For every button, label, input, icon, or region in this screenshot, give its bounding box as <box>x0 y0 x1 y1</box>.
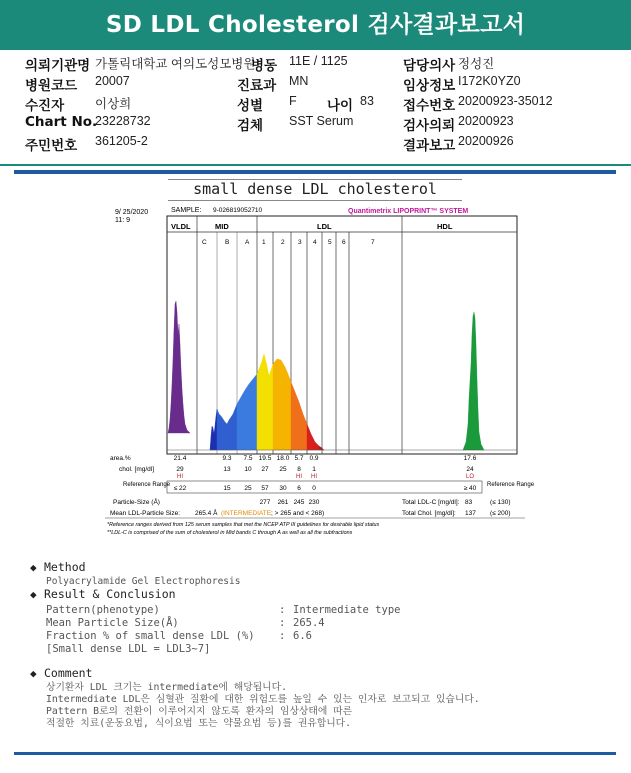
ref-value-ldl4: 0 <box>312 485 316 492</box>
ref-value-vldl: ≤ 22 <box>173 485 187 492</box>
area-value-ldl3: 5.7 <box>294 455 304 462</box>
request-label: 검사의뢰 <box>403 118 456 134</box>
method-heading: Method <box>44 560 86 574</box>
particle-value-ldl3: 245 <box>293 499 305 506</box>
lipoprint-figure <box>105 204 535 540</box>
chol-flags <box>177 474 474 480</box>
id-label: 주민번호 <box>25 138 78 154</box>
row-label-chol: chol. [mg/dl] <box>119 466 155 473</box>
comment-heading: Comment <box>44 666 93 680</box>
ward-value: 11E / 1125 <box>289 54 348 68</box>
receipt-label: 접수번호 <box>403 98 456 114</box>
specimen-value: SST Serum <box>289 114 354 128</box>
mean-size-flag: (INTERMEDIATE <box>221 510 272 517</box>
institution-value: 가톨릭대학교 여의도성모병원 <box>95 57 256 71</box>
total-ldl-value: 83 <box>465 499 473 506</box>
peak-mid-c <box>210 409 217 450</box>
doctor-label: 담당의사 <box>403 58 456 74</box>
report-title-bar: SD LDL Cholesterol 검사결과보고서 <box>0 0 631 50</box>
specimen-label: 검체 <box>237 118 264 134</box>
area-value-vldl: 21.4 <box>173 455 187 462</box>
row-label-mean: Mean LDL-Particle Size: <box>110 510 181 517</box>
chol-value-hdl: 24 <box>466 466 474 473</box>
report-date-value: 20200926 <box>458 134 514 148</box>
band-label-b: B <box>225 239 230 246</box>
group-label-hdl: HDL <box>437 222 453 231</box>
peak-ldl3 <box>291 382 307 450</box>
ref-value-hdl: ≥ 40 <box>463 485 477 492</box>
chol-values <box>176 466 474 473</box>
info-row-2 <box>0 74 631 93</box>
sample-id: 9-026819052710 <box>213 207 263 214</box>
chol-flag-ldl4: HI <box>311 474 317 480</box>
band-label-c: C <box>202 239 207 246</box>
divider-main <box>14 170 616 174</box>
result-heading-row <box>30 587 176 601</box>
row-label-area: area.% <box>110 455 131 462</box>
footnote-2: **LDL-C is comprised of the sum of cholesterol in Mid bands C through A as well as all the subfractions <box>107 530 353 536</box>
band-label-6: 6 <box>342 239 346 246</box>
row-label-ref: Reference Range <box>123 482 171 488</box>
dept-label: 진료과 <box>237 78 277 94</box>
divider-bottom <box>14 752 616 755</box>
band-label-7: 7 <box>371 239 375 246</box>
footnote-1: *Reference ranges derived from 125 serum samples that met the NCEP ATP III guidelines for desirable lipid status <box>107 522 380 528</box>
report-subtitle: small dense LDL cholesterol <box>193 180 437 198</box>
ref-value-ldl3: 6 <box>297 485 301 492</box>
hospital-code-value: 20007 <box>95 74 130 88</box>
info-row-1 <box>0 54 631 73</box>
reference-range-header: Reference Range <box>487 482 535 488</box>
peak-hdl <box>463 312 484 450</box>
comment-line-1: 상기환자 LDL 크기는 intermediate에 해당됩니다. <box>46 682 287 693</box>
chol-flag-vldl: HI <box>177 474 183 480</box>
particle-value-ldl1: 277 <box>259 499 271 506</box>
chol-value-mid-a: 10 <box>244 466 252 473</box>
band-label-2: 2 <box>281 239 285 246</box>
group-label-ldl: LDL <box>317 222 332 231</box>
receipt-value: 20200923-35012 <box>458 94 553 108</box>
band-label-a: A <box>245 239 250 246</box>
result-row-size-value: 265.4 <box>293 617 325 629</box>
info-row-3 <box>0 94 631 113</box>
info-row-4 <box>0 114 631 133</box>
diamond-icon: ◆ <box>30 667 37 680</box>
divider-top <box>0 164 631 166</box>
total-chol-label: Total Chol. [mg/dl]: <box>402 510 456 517</box>
band-label-3: 3 <box>298 239 302 246</box>
area-values <box>174 455 477 462</box>
chol-value-ldl3: 8 <box>297 466 301 473</box>
area-value-hdl: 17.6 <box>463 455 477 462</box>
area-value-ldl2: 18.0 <box>276 455 290 462</box>
result-row-fraction-label: Fraction % of small dense LDL (%) <box>46 630 255 642</box>
band-label-1: 1 <box>262 239 266 246</box>
sex-label: 성별 <box>237 98 264 114</box>
peak-mid-b <box>217 404 237 450</box>
comment-line-4: 적절한 치료(운동요법, 식이요법 또는 약물요법 등)를 권유합니다. <box>46 718 352 729</box>
peak-vldl <box>168 301 190 433</box>
patient-value: 이상희 <box>95 97 132 111</box>
result-heading: Result & Conclusion <box>44 587 176 601</box>
area-value-mid-b: 9.3 <box>222 455 232 462</box>
chol-value-mid-b: 13 <box>223 466 231 473</box>
group-label-vldl: VLDL <box>171 222 191 231</box>
ref-value-mid-a: 25 <box>244 485 252 492</box>
ref-value-mid-b: 15 <box>223 485 231 492</box>
chol-value-ldl2: 25 <box>279 466 287 473</box>
sample-label: SAMPLE: <box>171 207 202 214</box>
area-value-ldl1: 19.5 <box>258 455 272 462</box>
method-section <box>30 560 240 587</box>
dept-value: MN <box>289 74 309 88</box>
particle-value-ldl4: 230 <box>308 499 320 506</box>
comment-line-2: Intermediate LDL은 심혈관 질환에 대한 위험도를 높일 수 있는 인자로 보고되고 있습니다. <box>46 694 480 705</box>
mean-size-range: ; > 265 and < 268) <box>271 510 325 517</box>
request-value: 20200923 <box>458 114 514 128</box>
mean-size-value: 265.4 Å <box>195 510 218 517</box>
report-date-label: 결과보고 <box>403 138 456 154</box>
result-note: [Small dense LDL = LDL3~7] <box>46 643 211 655</box>
peak-mid-a <box>237 374 257 450</box>
method-text: Polyacrylamide Gel Electrophoresis <box>46 576 241 587</box>
area-value-ldl4: 0.9 <box>309 455 319 462</box>
sex-value: F <box>289 94 297 108</box>
ref-value-ldl2: 30 <box>279 485 287 492</box>
result-section <box>30 587 176 601</box>
chol-flag-ldl3: HI <box>296 474 302 480</box>
total-ldl-label: Total LDL-C [mg/dl]: <box>402 499 460 506</box>
chart-date: 9/ 25/2020 <box>115 209 149 216</box>
chol-value-ldl1: 27 <box>261 466 269 473</box>
hospital-code-label: 병원코드 <box>25 78 78 94</box>
total-chol-ref: (≤ 200) <box>490 510 511 517</box>
info-row-5 <box>0 134 631 153</box>
total-chol-value: 137 <box>465 510 476 517</box>
institution-label: 의뢰기관명 <box>25 58 91 74</box>
clinical-value: I172K0YZ0 <box>458 74 521 88</box>
method-heading-row <box>30 560 240 574</box>
band-label-5: 5 <box>328 239 332 246</box>
peak-ldl4 <box>307 424 319 450</box>
area-value-mid-a: 7.5 <box>243 455 253 462</box>
age-value: 83 <box>360 94 374 108</box>
chol-flag-hdl: LO <box>465 474 475 480</box>
comment-heading-row <box>30 666 92 680</box>
lipoprint-chart <box>105 204 535 540</box>
reference-row-box <box>167 481 482 493</box>
result-row-fraction-colon: : <box>279 630 286 642</box>
result-row-pattern-label: Pattern(phenotype) <box>46 604 160 616</box>
result-row-fraction-value: 6.6 <box>293 630 312 642</box>
particle-value-ldl2: 261 <box>277 499 289 506</box>
group-label-mid: MID <box>215 222 229 231</box>
row-label-particle: Particle-Size (Å) <box>113 499 160 506</box>
chart-value: 23228732 <box>95 114 151 128</box>
chart-label: Chart No. <box>25 114 98 130</box>
chol-value-ldl4: 1 <box>312 466 316 473</box>
particle-values <box>260 499 320 506</box>
comment-section <box>30 666 92 680</box>
peak-ldl1 <box>257 354 273 450</box>
doctor-value: 정성진 <box>458 57 495 71</box>
result-row-pattern-value: Intermediate type <box>293 604 401 616</box>
ward-label: 병동 <box>251 58 278 74</box>
id-value: 361205-2 <box>95 134 148 148</box>
result-row-size-label: Mean Particle Size(Å) <box>46 617 179 629</box>
patient-info <box>0 52 631 164</box>
chol-value-vldl: 29 <box>176 466 184 473</box>
age-label: 나이 <box>327 98 354 114</box>
ref-value-ldl1: 57 <box>261 485 269 492</box>
ref-values <box>174 485 477 492</box>
result-row-size-colon: : <box>279 617 286 629</box>
peak-ldl5 <box>319 446 324 450</box>
patient-label: 수진자 <box>25 98 65 114</box>
peak-ldl2 <box>273 359 291 450</box>
comment-line-3: Pattern B로의 전환이 이루어지지 않도록 환자의 임상상태에 따른 <box>46 706 353 717</box>
diamond-icon: ◆ <box>30 561 37 574</box>
chart-time: 11: 9 <box>115 217 131 224</box>
diamond-icon: ◆ <box>30 588 37 601</box>
chart-title: Quantimetrix LIPOPRINT™ SYSTEM <box>348 208 469 215</box>
total-ldl-ref: (≤ 130) <box>490 499 511 506</box>
result-row-pattern-colon: : <box>279 604 286 616</box>
clinical-label: 임상정보 <box>403 78 456 94</box>
band-label-4: 4 <box>313 239 317 246</box>
